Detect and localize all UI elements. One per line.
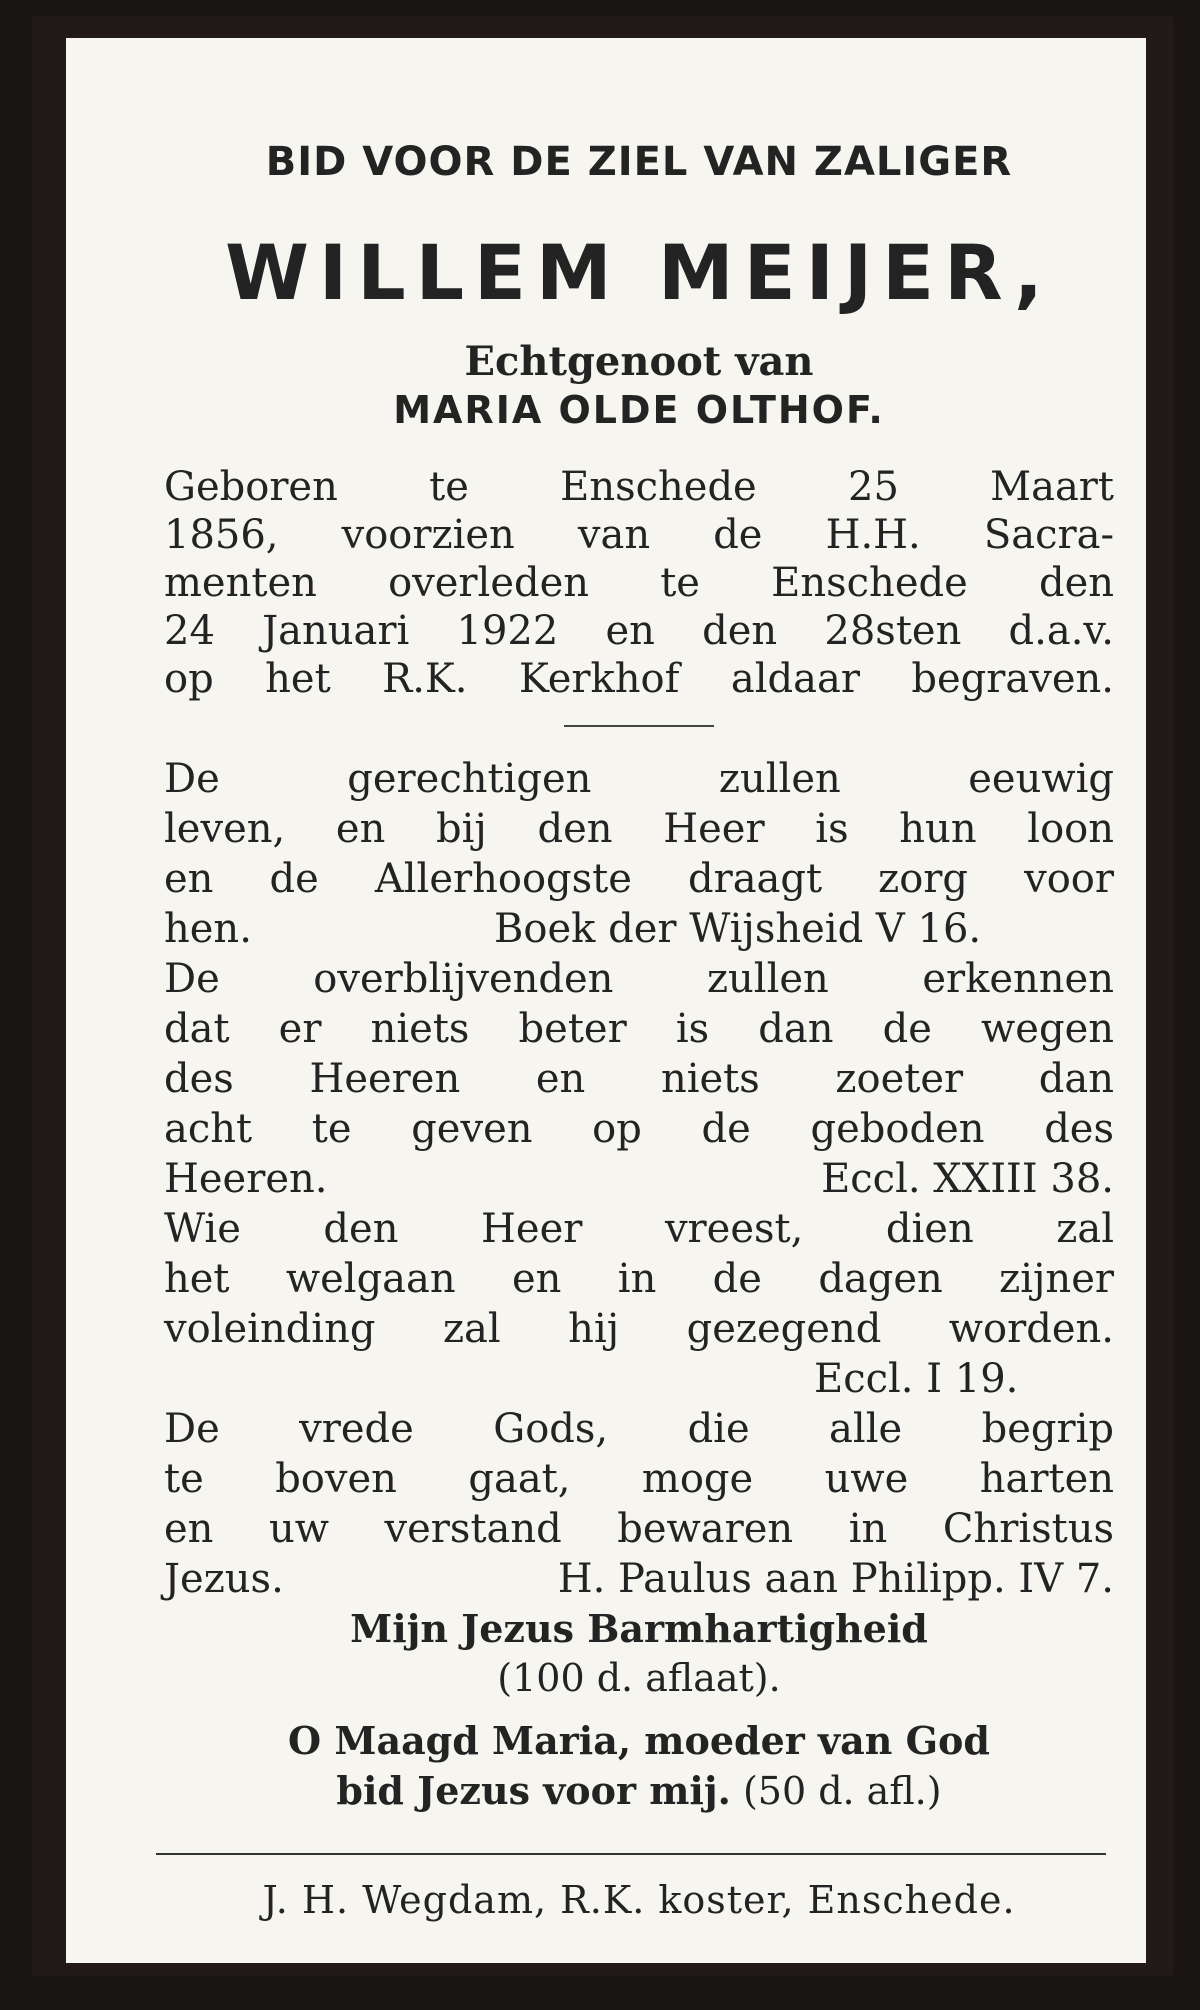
verse-line: Jezus. [164,1556,284,1602]
spouse-intro: Echtgenoot van [464,338,814,385]
memorial-card [66,38,1146,1963]
deceased-name: WILLEM MEIJER, [225,228,1053,317]
verse-line: De gerechtigen zullen eeuwig [164,756,1114,802]
verse-line: De vrede Gods, die alle begrip [164,1406,1114,1452]
verse-line: het welgaan en in de dagen zijner [164,1256,1114,1302]
verse-line: Heeren. [164,1156,328,1202]
verse-line: en uw verstand bewaren in Christus [164,1506,1114,1552]
verse-reference: H. Paulus aan Philipp. IV 7. [557,1556,1114,1602]
verse-line: acht te geven op de geboden des [164,1106,1114,1152]
verse-line: dat er niets beter is dan de wegen [164,1006,1114,1052]
prayer-maria-line1: O Maagd Maria, moeder van God [288,1718,990,1763]
verse-reference: Boek der Wijsheid V 16. [494,906,982,952]
indulgence-note: (100 d. aflaat). [497,1656,781,1700]
verse-line: voleinding zal hij gezegend worden. [164,1306,1114,1352]
spouse-name: MARIA OLDE OLTHOF. [393,388,885,432]
bio-line: op het R.K. Kerkhof aldaar begraven. [164,656,1114,702]
verse-reference: Eccl. I 19. [814,1356,1019,1402]
bio-line: menten overleden te Enschede den [164,560,1114,606]
bio-line: 24 Januari 1922 en den 28sten d.a.v. [164,608,1114,654]
indulgence-note: (50 d. afl.) [742,1769,942,1813]
bio-line: 1856, voorzien van de H.H. Sacra- [164,512,1114,558]
prayer-ejaculation: Mijn Jezus Barmhartigheid [350,1606,928,1651]
prayer-maria-line2 [164,1768,1114,1813]
divider-short [564,725,714,727]
printer-credit: J. H. Wegdam, R.K. koster, Enschede. [262,1878,1016,1922]
verse-line: hen. [164,906,252,952]
verse-line: Wie den Heer vreest, dien zal [164,1206,1114,1252]
prayer-maria-text: bid Jezus voor mij. [336,1768,731,1813]
verse-line: en de Allerhoogste draagt zorg voor [164,856,1114,902]
verse-reference: Eccl. XXIII 38. [821,1156,1114,1202]
verse-line: te boven gaat, moge uwe harten [164,1456,1114,1502]
verse-line: De overblijvenden zullen erkennen [164,956,1114,1002]
verse-line: leven, en bij den Heer is hun loon [164,806,1114,852]
divider-long [156,1853,1106,1855]
header-prayer: BID VOOR DE ZIEL VAN ZALIGER [265,139,1013,185]
verse-line: des Heeren en niets zoeter dan [164,1056,1114,1102]
bio-line: Geboren te Enschede 25 Maart [164,464,1114,510]
